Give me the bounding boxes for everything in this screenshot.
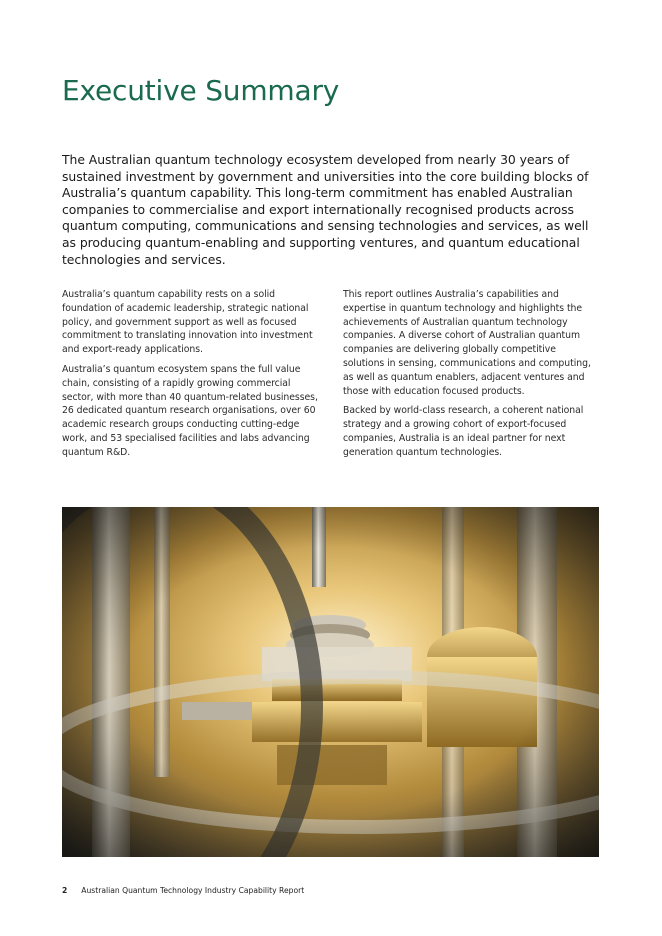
page-number: 2 <box>62 886 68 895</box>
lead-paragraph: The Australian quantum technology ecosystem developed from nearly 30 years of sustained investment by government and universities into the core building blocks of Australia’s quantum capability. This long-term commitment has enabled Australian companies to commercialise and export internationally recognised products across quantum computing, communications and sensing technologies and services, as well as producing quantum-enabling and supporting ventures, and quantum educational technologies and services. <box>62 152 589 267</box>
photo-illustration <box>62 507 599 857</box>
body-column-left <box>62 288 320 466</box>
page-footer <box>62 886 304 895</box>
body-column-right <box>343 288 599 466</box>
body-paragraph: This report outlines Australia’s capabilities and expertise in quantum technology and highlights the achievements of Australian quantum technology companies. A diverse cohort of Australian quantum companies are delivering globally competitive solutions in sensing, communications and computing, as well as quantum enablers, adjacent ventures and those with education focused products. <box>343 289 591 397</box>
body-paragraph: Backed by world-class research, a coherent national strategy and a growing cohort of export-focused companies, Australia is an ideal partner for next generation quantum technologies. <box>343 405 584 458</box>
body-paragraph: Australia’s quantum capability rests on a solid foundation of academic leadership, strategic national policy, and government support as well as focused commitment to translating innovation into investment and export-ready applications. <box>62 289 313 356</box>
page-title: Executive Summary <box>62 74 340 107</box>
body-paragraph: Australia’s quantum ecosystem spans the full value chain, consisting of a rapidly growing commercial sector, with more than 40 quantum-related businesses, 26 dedicated quantum research organisations, over 60 academic research groups conducting cutting-edge work, and 53 specialised facilities and labs advancing quantum R&D. <box>62 363 318 458</box>
quantum-apparatus-photo <box>62 507 599 857</box>
report-title: Australian Quantum Technology Industry Capability Report <box>81 886 305 895</box>
